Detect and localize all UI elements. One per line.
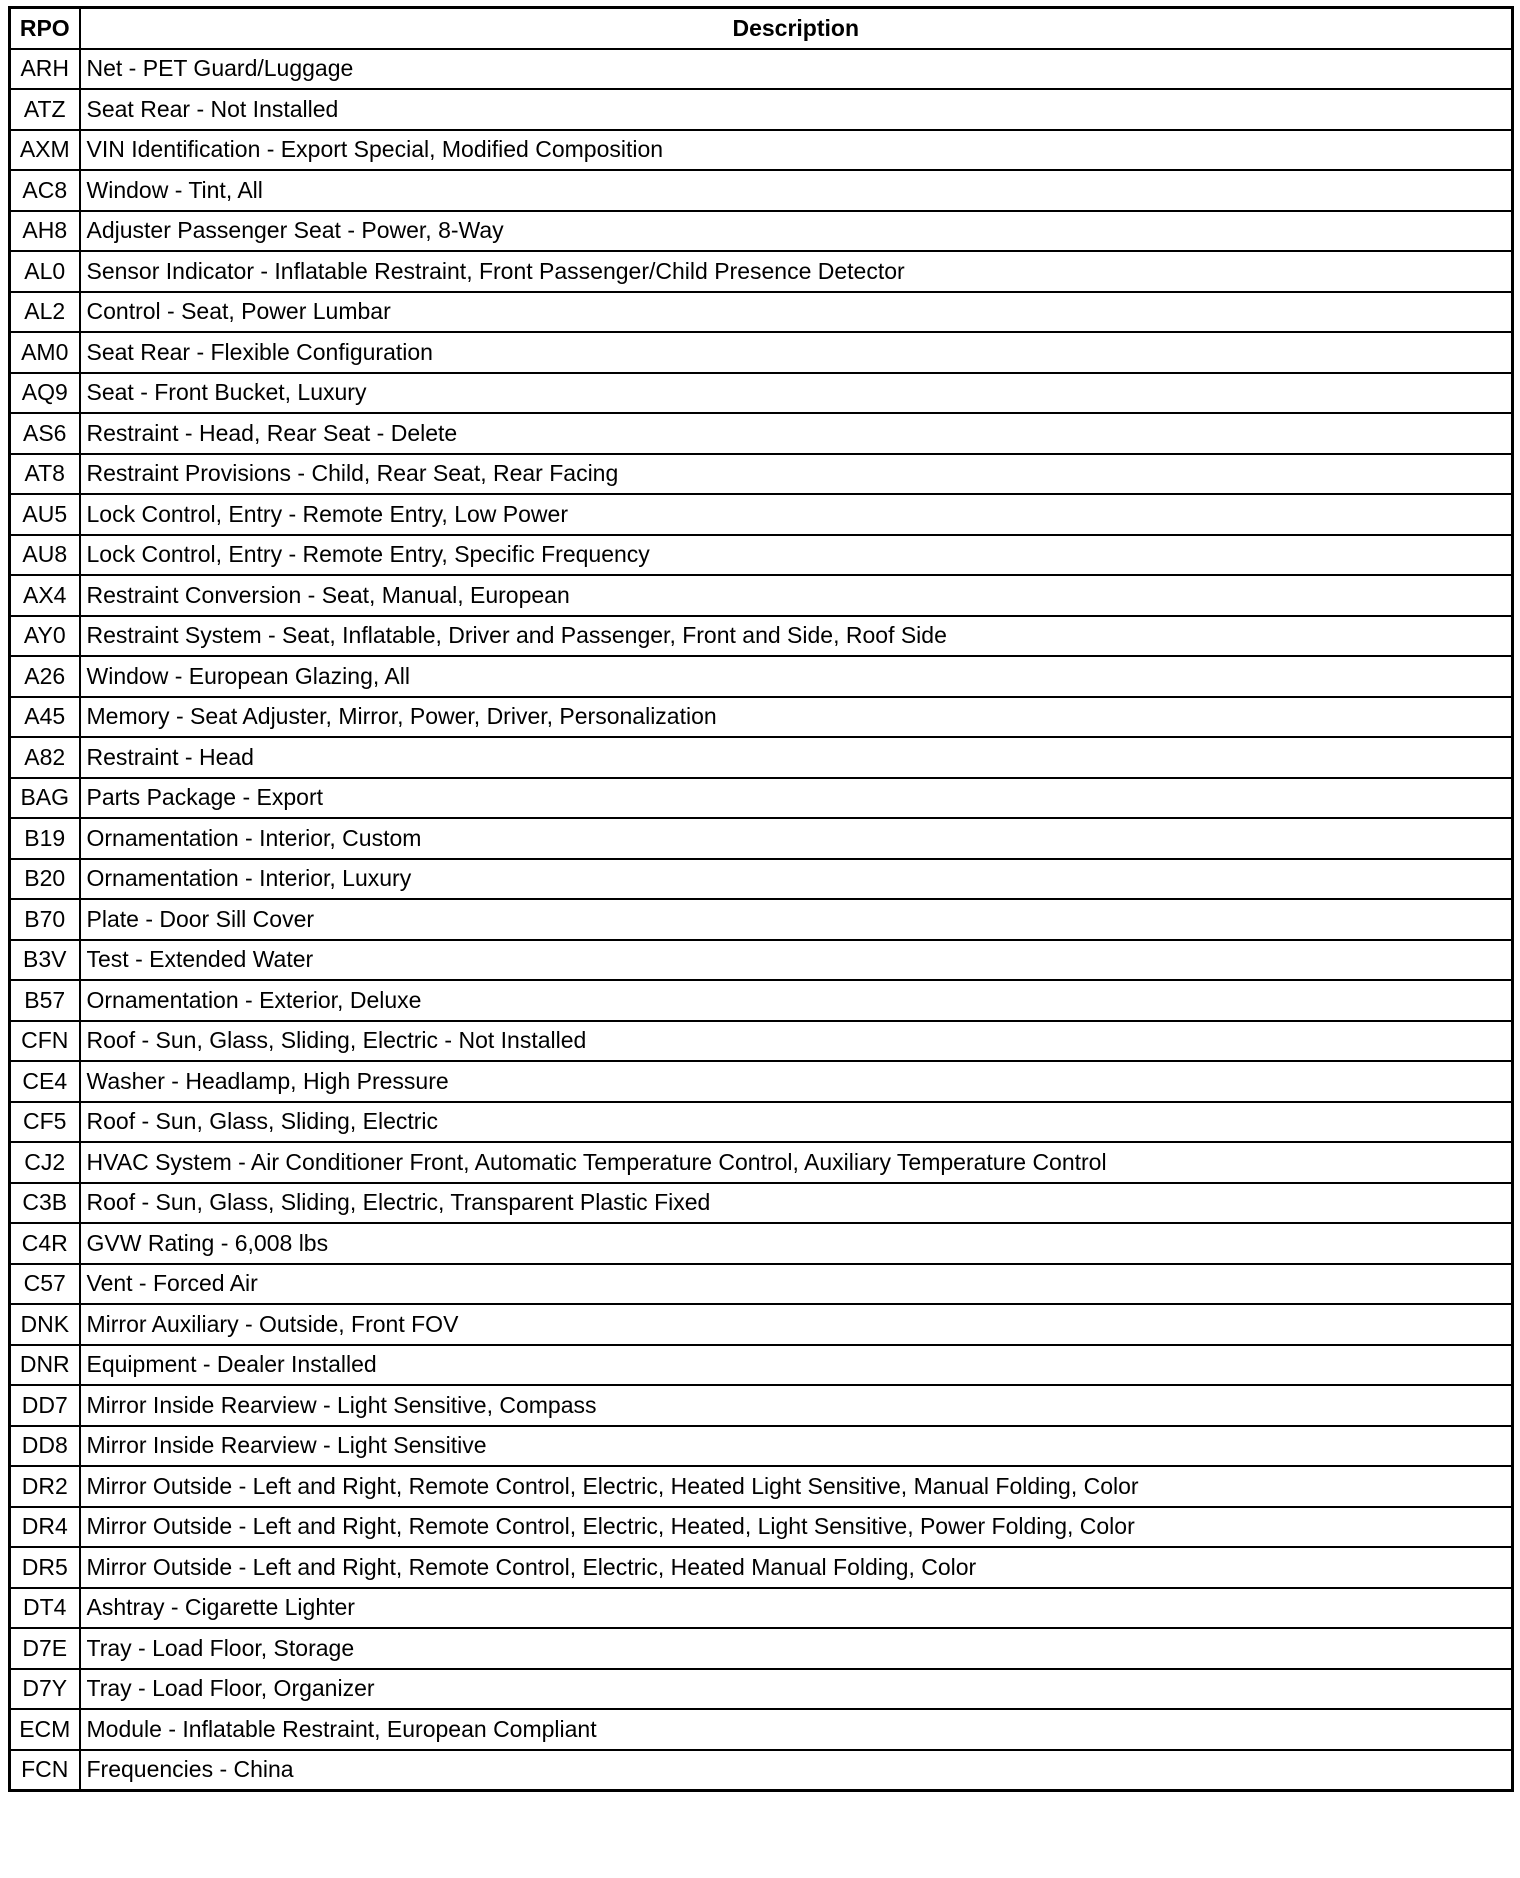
table-row: [10, 89, 1513, 130]
description-cell: Net - PET Guard/Luggage: [80, 49, 1513, 90]
description-cell: Seat Rear - Flexible Configuration: [80, 332, 1513, 373]
description-cell: Ornamentation - Interior, Custom: [80, 818, 1513, 859]
description-cell: Sensor Indicator - Inflatable Restraint, Front Passenger/Child Presence Detector: [80, 251, 1513, 292]
description-cell: Restraint Provisions - Child, Rear Seat, Rear Facing: [80, 454, 1513, 495]
rpo-code-cell: CJ2: [10, 1142, 80, 1183]
description-cell: Restraint Conversion - Seat, Manual, European: [80, 575, 1513, 616]
table-row: [10, 737, 1513, 778]
table-row: [10, 1628, 1513, 1669]
rpo-table: [8, 6, 1514, 1792]
description-cell: Window - European Glazing, All: [80, 656, 1513, 697]
table-row: [10, 1669, 1513, 1710]
table-row: [10, 332, 1513, 373]
table-header: [10, 8, 1513, 49]
rpo-code-cell: B19: [10, 818, 80, 859]
rpo-code-cell: DT4: [10, 1588, 80, 1629]
rpo-code-cell: DD8: [10, 1426, 80, 1467]
rpo-code-cell: DNK: [10, 1304, 80, 1345]
description-cell: Tray - Load Floor, Storage: [80, 1628, 1513, 1669]
description-cell: Adjuster Passenger Seat - Power, 8-Way: [80, 211, 1513, 252]
table-row: [10, 1709, 1513, 1750]
description-cell: HVAC System - Air Conditioner Front, Automatic Temperature Control, Auxiliary Temperature Control: [80, 1142, 1513, 1183]
description-cell: Mirror Outside - Left and Right, Remote Control, Electric, Heated Light Sensitive, Manual Folding, Color: [80, 1466, 1513, 1507]
description-cell: Lock Control, Entry - Remote Entry, Low Power: [80, 494, 1513, 535]
table-row: [10, 980, 1513, 1021]
table-row: [10, 130, 1513, 171]
description-cell: Restraint - Head, Rear Seat - Delete: [80, 413, 1513, 454]
rpo-code-cell: BAG: [10, 778, 80, 819]
description-cell: Roof - Sun, Glass, Sliding, Electric - Not Installed: [80, 1021, 1513, 1062]
rpo-code-cell: DR2: [10, 1466, 80, 1507]
rpo-code-cell: C57: [10, 1264, 80, 1305]
table-row: [10, 1466, 1513, 1507]
rpo-code-cell: AY0: [10, 616, 80, 657]
description-cell: Restraint - Head: [80, 737, 1513, 778]
rpo-code-cell: DNR: [10, 1345, 80, 1386]
rpo-code-cell: AXM: [10, 130, 80, 171]
rpo-code-cell: AU8: [10, 535, 80, 576]
description-cell: Seat - Front Bucket, Luxury: [80, 373, 1513, 414]
table-row: [10, 413, 1513, 454]
table-row: [10, 1385, 1513, 1426]
description-cell: VIN Identification - Export Special, Modified Composition: [80, 130, 1513, 171]
table-row: [10, 859, 1513, 900]
description-cell: Equipment - Dealer Installed: [80, 1345, 1513, 1386]
table-row: [10, 899, 1513, 940]
rpo-code-cell: AT8: [10, 454, 80, 495]
rpo-code-cell: B57: [10, 980, 80, 1021]
table-row: [10, 251, 1513, 292]
table-row: [10, 1102, 1513, 1143]
table-row: [10, 818, 1513, 859]
rpo-code-cell: D7E: [10, 1628, 80, 1669]
description-cell: Restraint System - Seat, Inflatable, Driver and Passenger, Front and Side, Roof Side: [80, 616, 1513, 657]
rpo-code-cell: AM0: [10, 332, 80, 373]
table-row: [10, 616, 1513, 657]
description-cell: Seat Rear - Not Installed: [80, 89, 1513, 130]
table-row: [10, 170, 1513, 211]
description-cell: Roof - Sun, Glass, Sliding, Electric: [80, 1102, 1513, 1143]
description-cell: Test - Extended Water: [80, 940, 1513, 981]
table-row: [10, 656, 1513, 697]
table-row: [10, 1264, 1513, 1305]
table-row: [10, 535, 1513, 576]
description-cell: Ashtray - Cigarette Lighter: [80, 1588, 1513, 1629]
rpo-code-cell: DR4: [10, 1507, 80, 1548]
rpo-code-cell: B3V: [10, 940, 80, 981]
rpo-code-cell: D7Y: [10, 1669, 80, 1710]
table-body: [10, 49, 1513, 1791]
table-row: [10, 1304, 1513, 1345]
table-row: [10, 49, 1513, 90]
rpo-code-cell: ATZ: [10, 89, 80, 130]
description-cell: Mirror Inside Rearview - Light Sensitive, Compass: [80, 1385, 1513, 1426]
table-row: [10, 1345, 1513, 1386]
rpo-code-cell: A45: [10, 697, 80, 738]
rpo-column-header: RPO: [10, 8, 80, 49]
rpo-code-cell: AX4: [10, 575, 80, 616]
rpo-code-cell: AC8: [10, 170, 80, 211]
table-row: [10, 1021, 1513, 1062]
description-cell: Module - Inflatable Restraint, European Compliant: [80, 1709, 1513, 1750]
rpo-code-cell: AL0: [10, 251, 80, 292]
table-row: [10, 1142, 1513, 1183]
description-cell: Memory - Seat Adjuster, Mirror, Power, Driver, Personalization: [80, 697, 1513, 738]
description-cell: Mirror Auxiliary - Outside, Front FOV: [80, 1304, 1513, 1345]
description-cell: GVW Rating - 6,008 lbs: [80, 1223, 1513, 1264]
description-cell: Parts Package - Export: [80, 778, 1513, 819]
rpo-code-cell: AU5: [10, 494, 80, 535]
table-row: [10, 1750, 1513, 1791]
rpo-code-cell: AH8: [10, 211, 80, 252]
table-row: [10, 940, 1513, 981]
rpo-code-cell: CF5: [10, 1102, 80, 1143]
rpo-code-cell: AQ9: [10, 373, 80, 414]
table-row: [10, 1223, 1513, 1264]
table-row: [10, 1183, 1513, 1224]
table-row: [10, 1547, 1513, 1588]
description-cell: Ornamentation - Exterior, Deluxe: [80, 980, 1513, 1021]
rpo-code-cell: B70: [10, 899, 80, 940]
description-cell: Window - Tint, All: [80, 170, 1513, 211]
table-row: [10, 454, 1513, 495]
description-cell: Vent - Forced Air: [80, 1264, 1513, 1305]
rpo-code-cell: C4R: [10, 1223, 80, 1264]
description-cell: Plate - Door Sill Cover: [80, 899, 1513, 940]
description-cell: Frequencies - China: [80, 1750, 1513, 1791]
table-row: [10, 292, 1513, 333]
rpo-code-cell: CFN: [10, 1021, 80, 1062]
rpo-code-cell: ECM: [10, 1709, 80, 1750]
description-cell: Lock Control, Entry - Remote Entry, Specific Frequency: [80, 535, 1513, 576]
description-cell: Roof - Sun, Glass, Sliding, Electric, Transparent Plastic Fixed: [80, 1183, 1513, 1224]
table-row: [10, 1507, 1513, 1548]
table-row: [10, 1061, 1513, 1102]
description-cell: Mirror Inside Rearview - Light Sensitive: [80, 1426, 1513, 1467]
description-cell: Mirror Outside - Left and Right, Remote Control, Electric, Heated, Light Sensitive, Power Folding, Color: [80, 1507, 1513, 1548]
header-row: [10, 8, 1513, 49]
table-row: [10, 697, 1513, 738]
table-row: [10, 1426, 1513, 1467]
rpo-code-cell: A26: [10, 656, 80, 697]
table-row: [10, 373, 1513, 414]
rpo-code-cell: DD7: [10, 1385, 80, 1426]
rpo-code-cell: AL2: [10, 292, 80, 333]
table-row: [10, 211, 1513, 252]
description-cell: Tray - Load Floor, Organizer: [80, 1669, 1513, 1710]
description-cell: Ornamentation - Interior, Luxury: [80, 859, 1513, 900]
table-row: [10, 778, 1513, 819]
description-cell: Washer - Headlamp, High Pressure: [80, 1061, 1513, 1102]
rpo-code-cell: AS6: [10, 413, 80, 454]
table-row: [10, 1588, 1513, 1629]
rpo-code-cell: ARH: [10, 49, 80, 90]
description-cell: Mirror Outside - Left and Right, Remote Control, Electric, Heated Manual Folding, Color: [80, 1547, 1513, 1588]
rpo-code-cell: C3B: [10, 1183, 80, 1224]
table-row: [10, 494, 1513, 535]
rpo-code-cell: CE4: [10, 1061, 80, 1102]
table-row: [10, 575, 1513, 616]
rpo-code-cell: B20: [10, 859, 80, 900]
rpo-code-cell: DR5: [10, 1547, 80, 1588]
rpo-code-cell: FCN: [10, 1750, 80, 1791]
description-column-header: Description: [80, 8, 1513, 49]
description-cell: Control - Seat, Power Lumbar: [80, 292, 1513, 333]
rpo-code-cell: A82: [10, 737, 80, 778]
